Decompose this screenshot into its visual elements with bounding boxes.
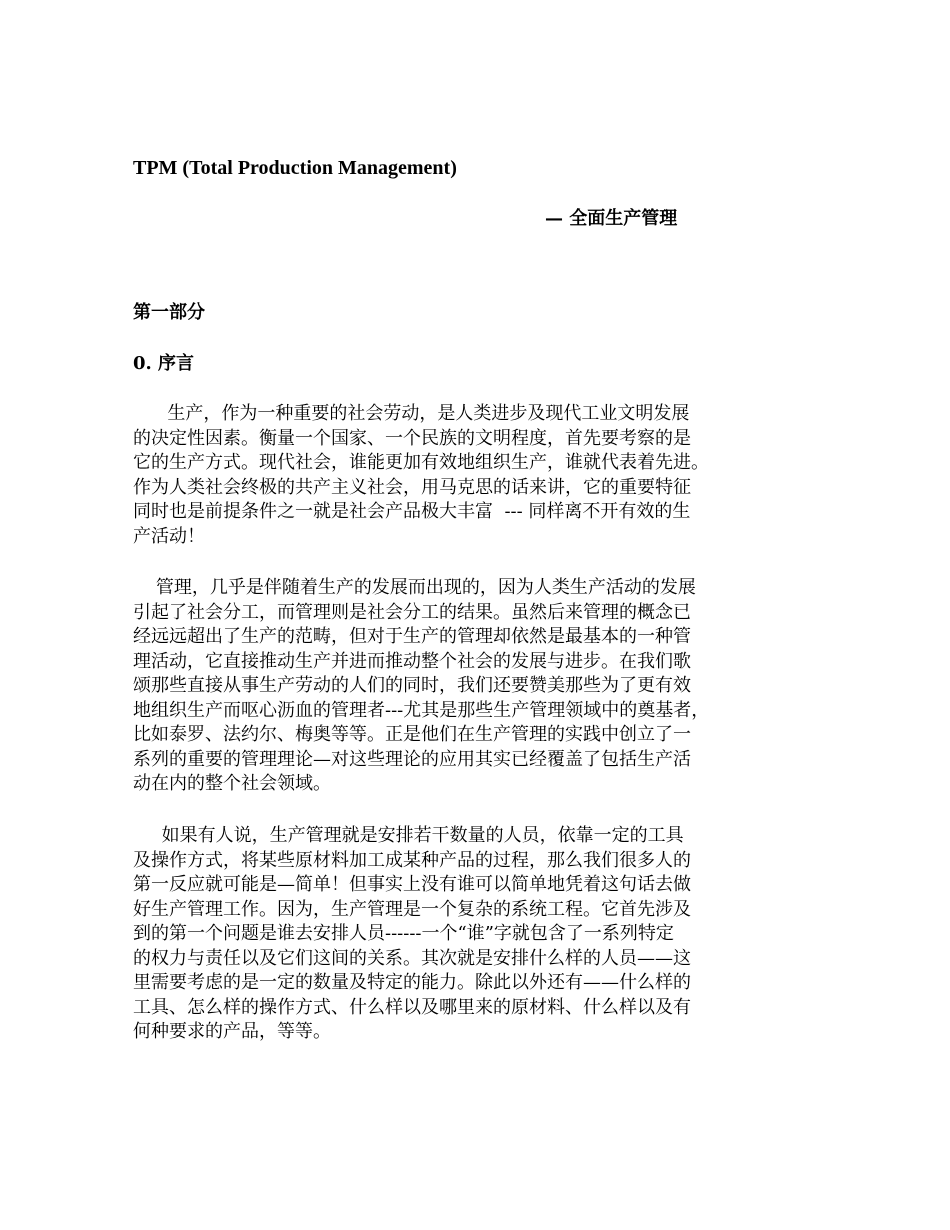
paragraph-line: 工具、怎么样的操作方式、什么样以及哪里来的原材料、什么样以及有 — [133, 996, 691, 1018]
paragraph-line: 第一反应就可能是—简单！但事实上没有谁可以简单地凭着这句话去做 — [133, 874, 691, 895]
paragraph-1 — [133, 402, 833, 549]
paragraph-line: 它的生产方式。现代社会，谁能更加有效地组织生产，谁就代表着先进。 — [133, 452, 709, 473]
paragraph-line: 同时也是前提条件之一就是社会产品极大丰富 --- 同样离不开有效的生 — [133, 501, 691, 522]
paragraph-line: 管理，几乎是伴随着生产的发展而出现的，因为人类生产活动的发展 — [133, 577, 696, 598]
paragraph-3 — [133, 824, 833, 1045]
document-subtitle: — 全面生产管理 — [545, 208, 678, 229]
paragraph-line: 比如泰罗、法约尔、梅奥等等。正是他们在生产管理的实践中创立了一 — [133, 724, 691, 745]
paragraph-line: 生产，作为一种重要的社会劳动，是人类进步及现代工业文明发展 — [133, 403, 690, 424]
paragraph-line: 何种要求的产品，等等。 — [133, 1021, 331, 1042]
paragraph-line: 经远远超出了生产的范畴，但对于生产的管理却依然是最基本的一种管 — [133, 626, 691, 647]
paragraph-line: 里需要考虑的是一定的数量及特定的能力。除此以外还有——什么样的 — [133, 972, 691, 993]
paragraph-line: 的权力与责任以及它们这间的关系。其次就是安排什么样的人员——这 — [133, 947, 691, 969]
paragraph-2 — [133, 576, 833, 797]
paragraph-line: 如果有人说，生产管理就是安排若干数量的人员，依靠一定的工具 — [133, 825, 684, 846]
paragraph-line: 地组织生产而呕心沥血的管理者---尤其是那些生产管理领域中的奠基者， — [133, 699, 710, 721]
document-title: TPM (Total Production Management) — [133, 157, 457, 179]
paragraph-line: 的决定性因素。衡量一个国家、一个民族的文明程度，首先要考察的是 — [133, 427, 691, 449]
section-heading: 0. 序言 — [133, 353, 195, 374]
paragraph-line: 动在内的整个社会领域。 — [133, 773, 331, 794]
paragraph-line: 引起了社会分工，而管理则是社会分工的结果。虽然后来管理的概念已 — [133, 601, 691, 623]
paragraph-line: 系列的重要的管理理论—对这些理论的应用其实已经覆盖了包括生产活 — [133, 748, 691, 770]
paragraph-line: 及操作方式，将某些原材料加工成某种产品的过程，那么我们很多人的 — [133, 849, 691, 871]
paragraph-line: 颂那些直接从事生产劳动的人们的同时，我们还要赞美那些为了更有效 — [133, 675, 691, 696]
paragraph-line: 好生产管理工作。因为，生产管理是一个复杂的系统工程。它首先涉及 — [133, 898, 691, 920]
paragraph-line: 作为人类社会终极的共产主义社会，用马克思的话来讲，它的重要特征 — [133, 476, 691, 498]
part-heading: 第一部分 — [133, 302, 205, 323]
paragraph-line: 到的第一个问题是谁去安排人员------一个“谁”字就包含了一系列特定 — [133, 923, 674, 944]
paragraph-line: 理活动，它直接推动生产并进而推动整个社会的发展与进步。在我们歌 — [133, 650, 691, 672]
paragraph-line: 产活动！ — [133, 525, 205, 547]
